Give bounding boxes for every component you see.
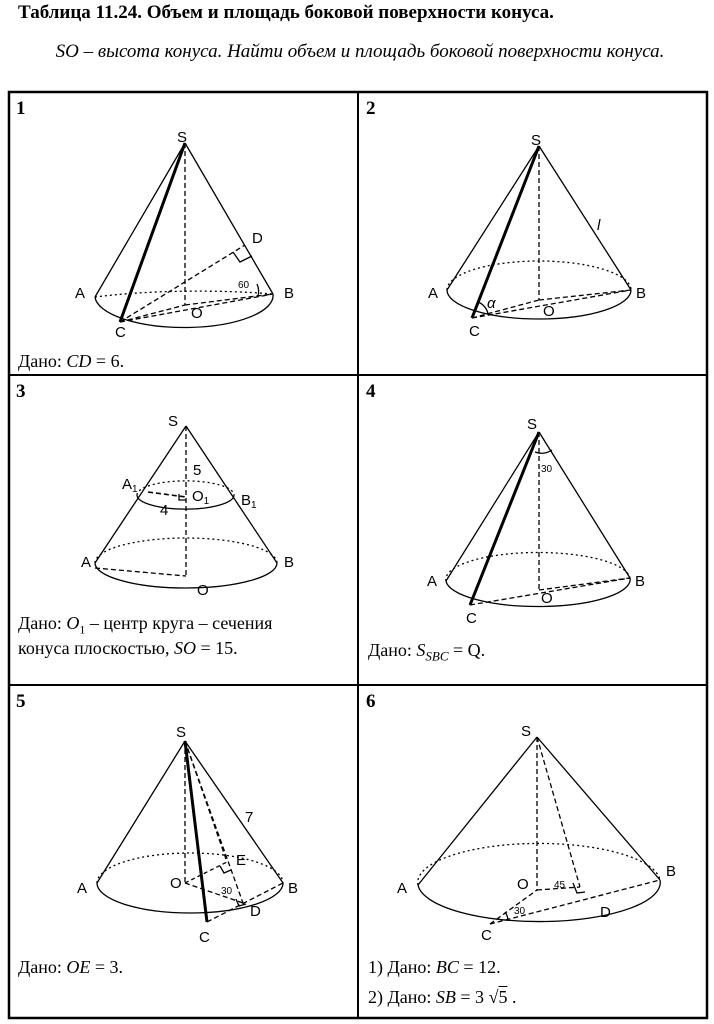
cell-6-number: 6 — [366, 691, 376, 712]
fig1-label-s: S — [177, 129, 188, 146]
fig1-label-d: D — [252, 230, 263, 247]
fig2-label-s: S — [531, 132, 542, 149]
cone-figure-1 — [95, 143, 273, 328]
cone-figure-4 — [446, 432, 630, 607]
fig5-label-7: 7 — [245, 809, 254, 826]
cell-4-number: 4 — [366, 381, 376, 402]
fig4-label-s: S — [527, 416, 538, 433]
fig6-label-a: A — [397, 880, 408, 897]
cell-4-given: Дано: $S_{SBC} = Q$. — [368, 640, 486, 664]
table-grid — [9, 92, 707, 1018]
page-subtitle: SO – высота конуса. Найти объем и площадь боковой поверхности конуса. — [55, 41, 665, 62]
fig6-label-o: O — [517, 876, 529, 893]
fig5-label-o: O — [170, 875, 182, 892]
fig2-label-o: O — [543, 303, 555, 320]
fig2-label-b: B — [636, 285, 647, 302]
cell-1-number: 1 — [16, 98, 26, 119]
cell-2-number: 2 — [366, 98, 376, 119]
fig5-angle-label: 30 — [221, 886, 233, 897]
fig1-label-c: C — [115, 324, 126, 341]
cell-6-given-line1: 1) Дано: BC = 12. — [368, 957, 501, 977]
fig6-label-c: C — [481, 927, 492, 944]
fig6-label-b: B — [666, 863, 677, 880]
fig6-angle45-label: 45 — [554, 880, 566, 891]
fig3-label-b1: $B_1$ — [241, 492, 257, 511]
sqrt-sign-icon: √ — [488, 987, 499, 1007]
cone-figure-6 — [418, 737, 660, 924]
fig5-label-e: E — [236, 852, 247, 869]
fig5-label-s: S — [176, 724, 187, 741]
fig2-label-c: C — [469, 323, 480, 340]
cell-3-number: 3 — [16, 381, 26, 402]
fig5-label-c: C — [199, 929, 210, 946]
fig6-label-s: S — [521, 723, 532, 740]
cone-figure-5 — [97, 741, 283, 922]
fig3-label-a1: $A_1$ — [122, 476, 138, 495]
fig1-angle-label: 60 — [238, 280, 250, 291]
fig3-label-o1: $O_1$ — [192, 488, 210, 507]
cell-3-given-line1: Дано: $O_1$ – центр круга – сечения — [18, 613, 273, 637]
fig6-angle30-label: 30 — [514, 906, 526, 917]
fig4-label-o: O — [541, 590, 553, 607]
fig3-label-5: 5 — [193, 462, 202, 479]
fig3-label-4: 4 — [160, 502, 169, 519]
fig5-label-b: B — [288, 880, 299, 897]
fig3-label-s: S — [168, 413, 179, 430]
cell-3-given-line2: конуса плоскостью, SO = 15. — [18, 638, 238, 658]
fig1-label-o: O — [191, 305, 203, 322]
cone-figure-2 — [447, 146, 631, 319]
cell-1-given: Дано: CD = 6. — [18, 351, 125, 371]
fig1-label-a: A — [75, 285, 86, 302]
fig4-label-a: A — [427, 573, 438, 590]
fig2-label-l: l — [597, 217, 601, 234]
cell-5-number: 5 — [16, 691, 26, 712]
fig3-label-b: B — [284, 554, 295, 571]
page-title: Таблица 11.24. Объем и площадь боковой поверхности конуса. — [18, 2, 554, 23]
fig5-label-a: A — [77, 880, 88, 897]
fig4-label-c: C — [466, 610, 477, 627]
fig3-label-o: O — [197, 582, 209, 599]
fig4-angle-label: 30 — [541, 464, 553, 475]
cell-5-given: Дано: OE = 3. — [18, 957, 124, 977]
fig6-label-d: D — [600, 904, 611, 921]
fig4-label-b: B — [635, 573, 646, 590]
fig2-label-alpha: α — [487, 295, 496, 312]
fig2-label-a: A — [428, 285, 439, 302]
cell-6-given-line2: 2) Дано: SB = 3 √5 . — [368, 987, 517, 1007]
fig1-label-b: B — [284, 285, 295, 302]
fig5-label-d: D — [250, 903, 261, 920]
fig3-label-a: A — [81, 554, 92, 571]
